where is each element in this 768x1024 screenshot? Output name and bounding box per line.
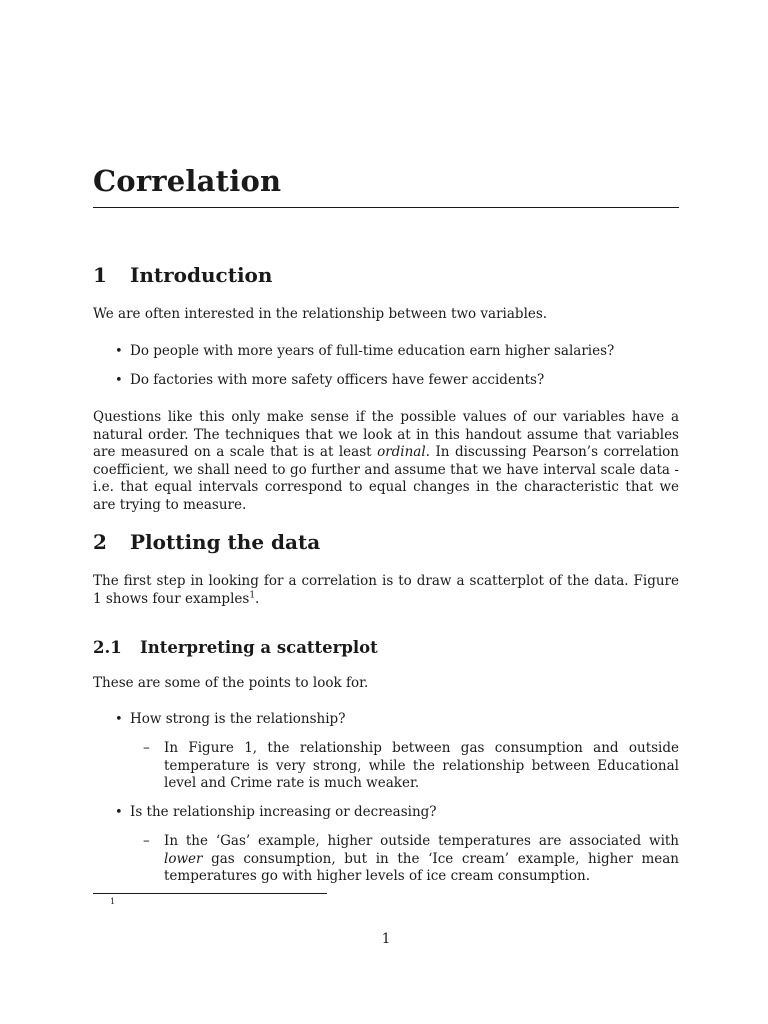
list-item-text: Do factories with more safety officers have fewer accidents? [130,372,545,388]
section-heading-plotting [93,530,320,554]
sub-list-item [143,833,679,886]
paragraph-text: . [255,590,260,607]
paragraph-text: In the ‘Gas’ example, higher outside temperatures are associated with [164,833,679,849]
sub-list-item-text: In Figure 1, the relationship between gas consumption and outside temperature is very strong, while the relationship between Educational level and Crime rate is much weaker. [164,740,679,791]
paragraph-text: The first step in looking for a correlation is to draw a scatterplot of the data. Figure 1 shows four examples [93,573,679,607]
page-number: 1 [381,931,391,947]
bullet-icon: • [115,344,123,359]
emphasis-text: lower [164,850,203,867]
paragraph-text: gas consumption, but in the ‘Ice cream’ example, higher mean temperatures go with higher levels of ice cream consumption. [164,850,679,884]
paragraph-text: . In discussing Pearson’s correlation coefficient, we shall need to go further and assume that we have interval scale data - i.e. that equal intervals correspond to equal changes in the characteristic that we are trying to measure. [93,444,679,513]
list-item [115,372,544,390]
section-title: Introduction [130,263,273,287]
section-number: 1 [93,263,107,287]
bullet-icon: • [115,712,123,727]
list-item-text: Is the relationship increasing or decreasing? [130,804,437,820]
dash-icon: – [143,833,150,849]
footnote-divider [93,893,327,894]
subsection-number: 2.1 [93,638,122,657]
intro-body-paragraph [93,409,679,514]
sub-list-item [143,740,679,793]
emphasis-text: ordinal [377,444,426,460]
subsection-title: Interpreting a scatterplot [140,638,378,657]
bullet-icon: • [115,373,123,388]
plotting-paragraph [93,573,679,608]
interpreting-lead-paragraph: These are some of the points to look for. [93,675,369,691]
intro-lead-paragraph: We are often interested in the relationship between two variables. [93,306,548,322]
paragraph-text: Questions like this only make sense if the possible values of our variables have a natural order. The techniques that we look at in this handout assume that variables are measured on a scale that is at least [93,409,679,460]
footnote-mark: 1 [110,897,116,906]
dash-icon: – [143,740,150,756]
list-item-text: How strong is the relationship? [130,711,346,727]
bullet-icon: • [115,805,123,820]
footnote-reference[interactable]: 1 [249,590,256,600]
section-heading-introduction [93,263,272,287]
section-number: 2 [93,530,107,554]
title-divider [93,207,679,208]
list-item-text: Do people with more years of full-time education earn higher salaries? [130,343,615,359]
list-item [115,711,345,729]
sub-list-item-text [164,833,679,886]
list-item [115,804,437,822]
list-item [115,343,614,361]
section-title: Plotting the data [130,530,321,554]
document-title: Correlation [93,164,282,198]
subsection-heading-interpreting [93,638,378,657]
